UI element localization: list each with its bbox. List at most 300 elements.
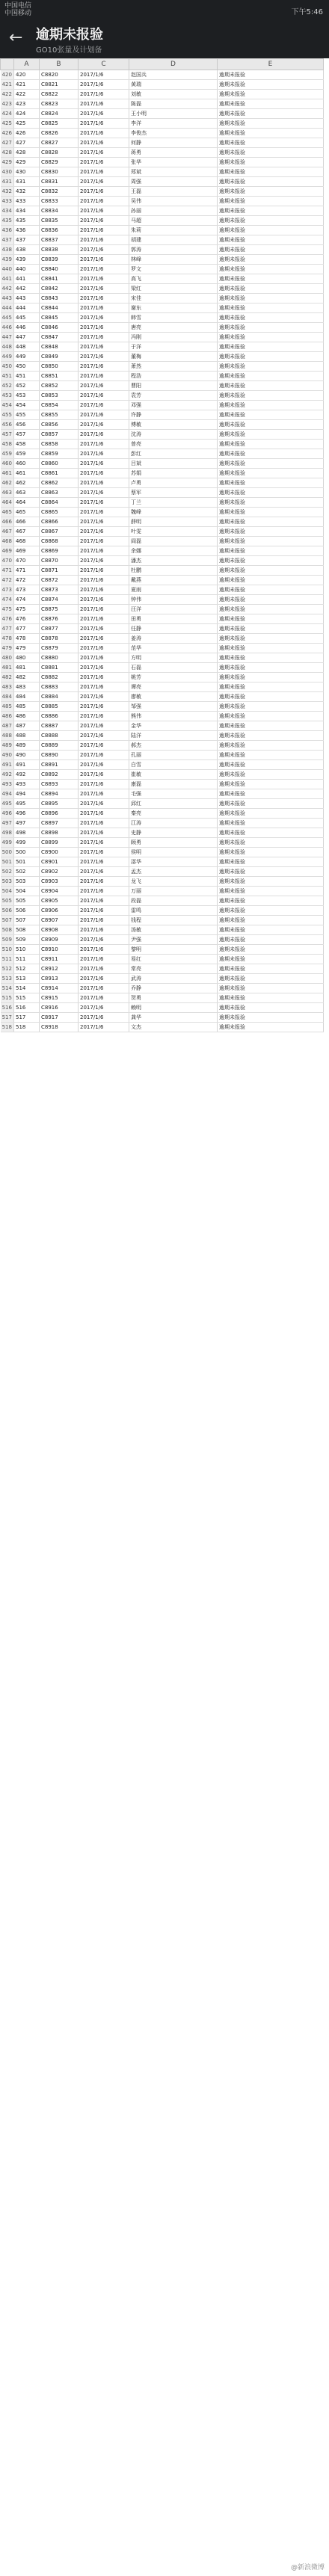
table-cell[interactable]: C8906 (40, 906, 79, 916)
table-cell[interactable]: 孙丽 (129, 206, 218, 216)
table-cell[interactable]: C8880 (40, 653, 79, 663)
table-cell[interactable]: 2017/1/6 (79, 391, 129, 401)
table-cell[interactable]: C8894 (40, 789, 79, 799)
table-cell[interactable]: 444 (14, 303, 40, 313)
table-cell[interactable]: C8849 (40, 352, 79, 362)
table-cell[interactable]: 邵华 (129, 857, 218, 867)
table-cell[interactable]: 513 (14, 974, 40, 984)
table-cell[interactable]: C8827 (40, 138, 79, 148)
table-cell[interactable]: 457 (14, 430, 40, 440)
table-cell[interactable]: 505 (14, 896, 40, 906)
table-cell[interactable]: 2017/1/6 (79, 964, 129, 974)
table-cell[interactable]: 2017/1/6 (79, 799, 129, 809)
table-cell[interactable]: 421 (14, 80, 40, 90)
table-cell[interactable]: 478 (14, 634, 40, 644)
table-cell[interactable]: 逾期未报验 (218, 760, 324, 770)
table-cell[interactable]: 458 (14, 440, 40, 449)
table-cell[interactable]: 钱程 (129, 916, 218, 925)
table-cell[interactable]: C8832 (40, 187, 79, 197)
table-cell[interactable]: 逾期未报验 (218, 449, 324, 459)
table-cell[interactable]: C8830 (40, 167, 79, 177)
table-cell[interactable]: C8866 (40, 517, 79, 527)
table-cell[interactable]: 王磊 (129, 187, 218, 197)
column-header-c[interactable]: C (79, 59, 129, 70)
table-cell[interactable]: C8842 (40, 284, 79, 294)
table-cell[interactable]: 514 (14, 984, 40, 993)
table-cell[interactable]: 2017/1/6 (79, 1013, 129, 1023)
table-cell[interactable]: 顾勇 (129, 838, 218, 848)
table-cell[interactable]: 459 (14, 449, 40, 459)
table-cell[interactable]: 2017/1/6 (79, 245, 129, 255)
table-cell[interactable]: 471 (14, 566, 40, 576)
table-cell[interactable]: 442 (14, 284, 40, 294)
table-cell[interactable]: 2017/1/6 (79, 469, 129, 478)
table-cell[interactable]: C8846 (40, 323, 79, 333)
table-cell[interactable]: 2017/1/6 (79, 566, 129, 576)
table-cell[interactable]: C8854 (40, 401, 79, 410)
table-cell[interactable]: 420 (14, 70, 40, 80)
table-cell[interactable]: C8862 (40, 478, 79, 488)
table-cell[interactable]: 438 (14, 245, 40, 255)
table-cell[interactable]: C8850 (40, 362, 79, 372)
table-cell[interactable]: 姜涛 (129, 634, 218, 644)
table-cell[interactable]: 逾期未报验 (218, 751, 324, 760)
table-cell[interactable]: 廖敏 (129, 692, 218, 702)
table-cell[interactable]: 郭涛 (129, 245, 218, 255)
table-cell[interactable]: 480 (14, 653, 40, 663)
table-cell[interactable]: 423 (14, 99, 40, 109)
table-cell[interactable]: 477 (14, 624, 40, 634)
table-cell[interactable]: 2017/1/6 (79, 887, 129, 896)
table-cell[interactable]: C8899 (40, 838, 79, 848)
table-cell[interactable]: 2017/1/6 (79, 896, 129, 906)
table-cell[interactable]: 2017/1/6 (79, 430, 129, 440)
table-cell[interactable]: 426 (14, 129, 40, 138)
table-cell[interactable]: C8893 (40, 780, 79, 789)
table-cell[interactable]: C8876 (40, 614, 79, 624)
table-cell[interactable]: 2017/1/6 (79, 410, 129, 420)
table-cell[interactable]: 逾期未报验 (218, 1023, 324, 1032)
table-cell[interactable]: 424 (14, 109, 40, 119)
table-cell[interactable]: C8897 (40, 819, 79, 828)
table-cell[interactable]: 2017/1/6 (79, 255, 129, 265)
table-cell[interactable]: 逾期未报验 (218, 857, 324, 867)
table-cell[interactable]: 2017/1/6 (79, 274, 129, 284)
table-cell[interactable]: 李俊杰 (129, 129, 218, 138)
table-cell[interactable]: 逾期未报验 (218, 605, 324, 614)
table-cell[interactable]: 2017/1/6 (79, 809, 129, 819)
table-cell[interactable]: C8889 (40, 741, 79, 751)
table-cell[interactable]: 逾期未报验 (218, 673, 324, 682)
table-cell[interactable]: 逾期未报验 (218, 887, 324, 896)
table-cell[interactable]: C8824 (40, 109, 79, 119)
table-cell[interactable]: 443 (14, 294, 40, 303)
table-cell[interactable]: 2017/1/6 (79, 167, 129, 177)
table-cell[interactable]: C8835 (40, 216, 79, 226)
table-cell[interactable]: 431 (14, 177, 40, 187)
table-cell[interactable]: 2017/1/6 (79, 177, 129, 187)
table-cell[interactable]: 486 (14, 712, 40, 721)
table-cell[interactable]: C8908 (40, 925, 79, 935)
table-cell[interactable]: 逾期未报验 (218, 731, 324, 741)
table-cell[interactable]: 傅敏 (129, 420, 218, 430)
table-cell[interactable]: 孟杰 (129, 867, 218, 877)
table-cell[interactable]: 逾期未报验 (218, 274, 324, 284)
table-cell[interactable]: 2017/1/6 (79, 80, 129, 90)
table-cell[interactable]: 逾期未报验 (218, 430, 324, 440)
table-cell[interactable]: 462 (14, 478, 40, 488)
table-cell[interactable]: 龙飞 (129, 877, 218, 887)
table-cell[interactable]: 逾期未报验 (218, 692, 324, 702)
table-cell[interactable]: 489 (14, 741, 40, 751)
table-cell[interactable]: 逾期未报验 (218, 712, 324, 721)
table-cell[interactable]: 逾期未报验 (218, 935, 324, 945)
table-cell[interactable]: C8867 (40, 527, 79, 537)
table-cell[interactable]: C8896 (40, 809, 79, 819)
table-cell[interactable]: 逾期未报验 (218, 867, 324, 877)
table-cell[interactable]: 雷鸣 (129, 906, 218, 916)
table-cell[interactable]: C8887 (40, 721, 79, 731)
table-cell[interactable]: 427 (14, 138, 40, 148)
table-cell[interactable]: 2017/1/6 (79, 692, 129, 702)
table-cell[interactable]: 逾期未报验 (218, 896, 324, 906)
table-cell[interactable]: 逾期未报验 (218, 352, 324, 362)
table-cell[interactable]: 赖明 (129, 1003, 218, 1013)
table-cell[interactable]: 2017/1/6 (79, 294, 129, 303)
table-cell[interactable]: 2017/1/6 (79, 644, 129, 653)
table-cell[interactable]: 金华 (129, 721, 218, 731)
table-cell[interactable]: 逾期未报验 (218, 197, 324, 206)
table-cell[interactable]: 逾期未报验 (218, 741, 324, 751)
table-cell[interactable]: 唐亮 (129, 323, 218, 333)
table-cell[interactable]: 冯刚 (129, 333, 218, 342)
table-cell[interactable]: 于洋 (129, 342, 218, 352)
table-cell[interactable]: 杜鹏 (129, 566, 218, 576)
table-cell[interactable]: C8857 (40, 430, 79, 440)
table-cell[interactable]: 2017/1/6 (79, 721, 129, 731)
back-arrow-icon[interactable]: ← (9, 28, 23, 47)
table-cell[interactable]: 逾期未报验 (218, 80, 324, 90)
table-cell[interactable]: 2017/1/6 (79, 90, 129, 99)
table-cell[interactable]: 479 (14, 644, 40, 653)
table-cell[interactable]: 2017/1/6 (79, 508, 129, 517)
table-cell[interactable]: 2017/1/6 (79, 498, 129, 508)
table-cell[interactable]: 逾期未报验 (218, 255, 324, 265)
table-cell[interactable]: 473 (14, 585, 40, 595)
table-cell[interactable]: C8851 (40, 372, 79, 381)
table-cell[interactable]: C8884 (40, 692, 79, 702)
table-cell[interactable]: 2017/1/6 (79, 284, 129, 294)
table-cell[interactable]: 464 (14, 498, 40, 508)
table-cell[interactable]: 逾期未报验 (218, 644, 324, 653)
table-cell[interactable]: C8898 (40, 828, 79, 838)
table-cell[interactable]: C8829 (40, 158, 79, 167)
table-cell[interactable]: 2017/1/6 (79, 955, 129, 964)
table-cell[interactable]: 516 (14, 1003, 40, 1013)
table-cell[interactable]: 逾期未报验 (218, 362, 324, 372)
table-cell[interactable]: C8892 (40, 770, 79, 780)
table-cell[interactable]: C8891 (40, 760, 79, 770)
table-cell[interactable]: 493 (14, 780, 40, 789)
table-cell[interactable]: C8833 (40, 197, 79, 206)
column-header-a[interactable]: A (14, 59, 40, 70)
table-cell[interactable]: 2017/1/6 (79, 702, 129, 712)
table-cell[interactable]: 卢勇 (129, 478, 218, 488)
table-cell[interactable]: 高飞 (129, 274, 218, 284)
table-cell[interactable]: C8910 (40, 945, 79, 955)
table-cell[interactable]: 2017/1/6 (79, 333, 129, 342)
table-cell[interactable]: 469 (14, 546, 40, 556)
table-cell[interactable]: 逾期未报验 (218, 148, 324, 158)
table-cell[interactable]: 林峰 (129, 255, 218, 265)
table-cell[interactable]: 邹强 (129, 702, 218, 712)
table-cell[interactable]: 逾期未报验 (218, 342, 324, 352)
table-cell[interactable]: 逾期未报验 (218, 546, 324, 556)
table-cell[interactable]: 逾期未报验 (218, 216, 324, 226)
table-cell[interactable]: 逾期未报验 (218, 323, 324, 333)
table-cell[interactable]: 逾期未报验 (218, 925, 324, 935)
table-cell[interactable]: 郝杰 (129, 741, 218, 751)
table-cell[interactable]: 余娜 (129, 546, 218, 556)
table-cell[interactable]: 2017/1/6 (79, 527, 129, 537)
table-cell[interactable]: 2017/1/6 (79, 838, 129, 848)
table-cell[interactable]: 437 (14, 235, 40, 245)
table-cell[interactable]: 崔敏 (129, 770, 218, 780)
table-cell[interactable]: 逾期未报验 (218, 294, 324, 303)
table-cell[interactable]: 446 (14, 323, 40, 333)
table-cell[interactable]: C8911 (40, 955, 79, 964)
table-cell[interactable]: 逾期未报验 (218, 313, 324, 323)
table-cell[interactable]: 476 (14, 614, 40, 624)
table-cell[interactable]: 485 (14, 702, 40, 712)
table-cell[interactable]: 邓强 (129, 401, 218, 410)
table-cell[interactable]: 2017/1/6 (79, 401, 129, 410)
table-cell[interactable]: C8861 (40, 469, 79, 478)
table-cell[interactable]: C8902 (40, 867, 79, 877)
table-cell[interactable]: C8841 (40, 274, 79, 284)
table-cell[interactable]: 逾期未报验 (218, 663, 324, 673)
table-cell[interactable]: 逾期未报验 (218, 440, 324, 449)
table-cell[interactable]: C8904 (40, 887, 79, 896)
table-cell[interactable]: 500 (14, 848, 40, 857)
table-cell[interactable]: C8877 (40, 624, 79, 634)
table-cell[interactable]: 萧然 (129, 362, 218, 372)
table-cell[interactable]: 2017/1/6 (79, 99, 129, 109)
table-cell[interactable]: 2017/1/6 (79, 1003, 129, 1013)
column-header-d[interactable]: D (129, 59, 218, 70)
table-cell[interactable]: 450 (14, 362, 40, 372)
table-cell[interactable]: 455 (14, 410, 40, 420)
table-cell[interactable]: 498 (14, 828, 40, 838)
table-cell[interactable]: 乔静 (129, 984, 218, 993)
table-cell[interactable]: 2017/1/6 (79, 478, 129, 488)
table-cell[interactable]: 2017/1/6 (79, 576, 129, 585)
table-cell[interactable]: C8856 (40, 420, 79, 430)
table-cell[interactable]: 姚芳 (129, 673, 218, 682)
table-cell[interactable]: C8845 (40, 313, 79, 323)
table-cell[interactable]: 440 (14, 265, 40, 274)
table-cell[interactable]: 2017/1/6 (79, 226, 129, 235)
table-cell[interactable]: C8903 (40, 877, 79, 887)
table-cell[interactable]: 430 (14, 167, 40, 177)
table-cell[interactable]: 2017/1/6 (79, 323, 129, 333)
table-cell[interactable]: C8825 (40, 119, 79, 129)
column-header-e[interactable]: E (218, 59, 324, 70)
table-cell[interactable]: 逾期未报验 (218, 410, 324, 420)
table-cell[interactable]: 453 (14, 391, 40, 401)
table-cell[interactable]: C8914 (40, 984, 79, 993)
table-cell[interactable]: C8916 (40, 1003, 79, 1013)
table-cell[interactable]: 江涛 (129, 819, 218, 828)
table-cell[interactable]: 宋佳 (129, 294, 218, 303)
table-cell[interactable]: 逾期未报验 (218, 984, 324, 993)
table-cell[interactable]: 魏峰 (129, 508, 218, 517)
table-cell[interactable]: 逾期未报验 (218, 119, 324, 129)
table-cell[interactable]: 彭红 (129, 449, 218, 459)
table-cell[interactable]: 阎磊 (129, 537, 218, 546)
table-cell[interactable]: C8864 (40, 498, 79, 508)
table-cell[interactable]: C8820 (40, 70, 79, 80)
table-cell[interactable]: 刘敏 (129, 90, 218, 99)
table-cell[interactable]: 逾期未报验 (218, 90, 324, 99)
table-cell[interactable]: 509 (14, 935, 40, 945)
table-cell[interactable]: C8853 (40, 391, 79, 401)
table-cell[interactable]: 丁兰 (129, 498, 218, 508)
table-cell[interactable]: C8868 (40, 537, 79, 546)
table-cell[interactable]: 叶雯 (129, 527, 218, 537)
table-cell[interactable]: 何静 (129, 138, 218, 148)
table-cell[interactable]: 518 (14, 1023, 40, 1032)
table-cell[interactable]: C8881 (40, 663, 79, 673)
table-cell[interactable]: 康磊 (129, 780, 218, 789)
table-cell[interactable]: 454 (14, 401, 40, 410)
table-cell[interactable]: 黎明 (129, 945, 218, 955)
table-cell[interactable]: C8901 (40, 857, 79, 867)
table-cell[interactable]: 逾期未报验 (218, 576, 324, 585)
table-cell[interactable]: C8870 (40, 556, 79, 566)
table-cell[interactable]: C8843 (40, 294, 79, 303)
table-cell[interactable]: 511 (14, 955, 40, 964)
table-cell[interactable]: 逾期未报验 (218, 566, 324, 576)
table-cell[interactable]: C8847 (40, 333, 79, 342)
table-cell[interactable]: 张华 (129, 158, 218, 167)
table-cell[interactable]: 452 (14, 381, 40, 391)
table-cell[interactable]: 436 (14, 226, 40, 235)
table-cell[interactable]: 484 (14, 692, 40, 702)
table-cell[interactable]: 2017/1/6 (79, 488, 129, 498)
table-cell[interactable]: 2017/1/6 (79, 848, 129, 857)
table-cell[interactable]: 逾期未报验 (218, 828, 324, 838)
table-cell[interactable]: 2017/1/6 (79, 877, 129, 887)
table-cell[interactable]: 2017/1/6 (79, 712, 129, 721)
table-cell[interactable]: 毛强 (129, 789, 218, 799)
table-cell[interactable]: C8865 (40, 508, 79, 517)
table-cell[interactable]: C8821 (40, 80, 79, 90)
table-cell[interactable]: 逾期未报验 (218, 372, 324, 381)
spreadsheet-view[interactable] (0, 58, 329, 2576)
table-cell[interactable]: 逾期未报验 (218, 1013, 324, 1023)
table-cell[interactable]: 逾期未报验 (218, 517, 324, 527)
table-cell[interactable]: 2017/1/6 (79, 216, 129, 226)
table-cell[interactable]: C8852 (40, 381, 79, 391)
table-cell[interactable]: 2017/1/6 (79, 789, 129, 799)
table-cell[interactable]: 2017/1/6 (79, 828, 129, 838)
table-cell[interactable]: 逾期未报验 (218, 537, 324, 546)
table-cell[interactable]: 汤敏 (129, 925, 218, 935)
table-cell[interactable]: C8859 (40, 449, 79, 459)
table-cell[interactable]: 逾期未报验 (218, 721, 324, 731)
table-cell[interactable]: 491 (14, 760, 40, 770)
table-cell[interactable]: 逾期未报验 (218, 265, 324, 274)
table-cell[interactable]: C8913 (40, 974, 79, 984)
table-cell[interactable]: 2017/1/6 (79, 857, 129, 867)
table-cell[interactable]: 2017/1/6 (79, 653, 129, 663)
table-cell[interactable]: 428 (14, 148, 40, 158)
table-cell[interactable]: C8855 (40, 410, 79, 420)
table-cell[interactable]: 2017/1/6 (79, 916, 129, 925)
table-cell[interactable]: C8823 (40, 99, 79, 109)
table-cell[interactable]: 孔丽 (129, 751, 218, 760)
table-cell[interactable]: 逾期未报验 (218, 527, 324, 537)
table-cell[interactable]: 447 (14, 333, 40, 342)
table-cell[interactable]: 韩雪 (129, 313, 218, 323)
table-cell[interactable]: C8871 (40, 566, 79, 576)
table-cell[interactable]: C8860 (40, 459, 79, 469)
table-cell[interactable]: 段磊 (129, 896, 218, 906)
table-cell[interactable]: 512 (14, 964, 40, 974)
table-cell[interactable]: C8890 (40, 751, 79, 760)
table-cell[interactable]: 方明 (129, 653, 218, 663)
table-cell[interactable]: 逾期未报验 (218, 789, 324, 799)
table-cell[interactable]: 许静 (129, 410, 218, 420)
table-cell[interactable]: 逾期未报验 (218, 158, 324, 167)
table-cell[interactable]: C8837 (40, 235, 79, 245)
table-cell[interactable]: C8863 (40, 488, 79, 498)
table-cell[interactable]: 逾期未报验 (218, 333, 324, 342)
table-cell[interactable]: 逾期未报验 (218, 498, 324, 508)
table-cell[interactable]: C8909 (40, 935, 79, 945)
table-cell[interactable]: 逾期未报验 (218, 129, 324, 138)
table-cell[interactable]: 逾期未报验 (218, 70, 324, 80)
table-cell[interactable]: 434 (14, 206, 40, 216)
table-cell[interactable]: C8917 (40, 1013, 79, 1023)
table-cell[interactable]: 夏雨 (129, 585, 218, 595)
table-cell[interactable]: 田勇 (129, 614, 218, 624)
table-cell[interactable]: 496 (14, 809, 40, 819)
table-cell[interactable]: 507 (14, 916, 40, 925)
table-cell[interactable]: 胡建 (129, 235, 218, 245)
table-cell[interactable]: 2017/1/6 (79, 663, 129, 673)
table-cell[interactable]: 482 (14, 673, 40, 682)
table-cell[interactable]: 逾期未报验 (218, 838, 324, 848)
table-cell[interactable]: 逾期未报验 (218, 809, 324, 819)
table-cell[interactable]: 2017/1/6 (79, 867, 129, 877)
table-cell[interactable]: 2017/1/6 (79, 352, 129, 362)
table-cell[interactable]: 425 (14, 119, 40, 129)
table-cell[interactable]: 2017/1/6 (79, 741, 129, 751)
table-cell[interactable]: 2017/1/6 (79, 751, 129, 760)
table-cell[interactable]: 2017/1/6 (79, 673, 129, 682)
table-cell[interactable]: C8900 (40, 848, 79, 857)
table-cell[interactable]: 逾期未报验 (218, 556, 324, 566)
table-cell[interactable]: 435 (14, 216, 40, 226)
table-cell[interactable]: C8886 (40, 712, 79, 721)
table-cell[interactable]: 逾期未报验 (218, 906, 324, 916)
table-cell[interactable]: 497 (14, 819, 40, 828)
table-cell[interactable]: 尹强 (129, 935, 218, 945)
table-cell[interactable]: 2017/1/6 (79, 70, 129, 80)
table-cell[interactable]: C8826 (40, 129, 79, 138)
